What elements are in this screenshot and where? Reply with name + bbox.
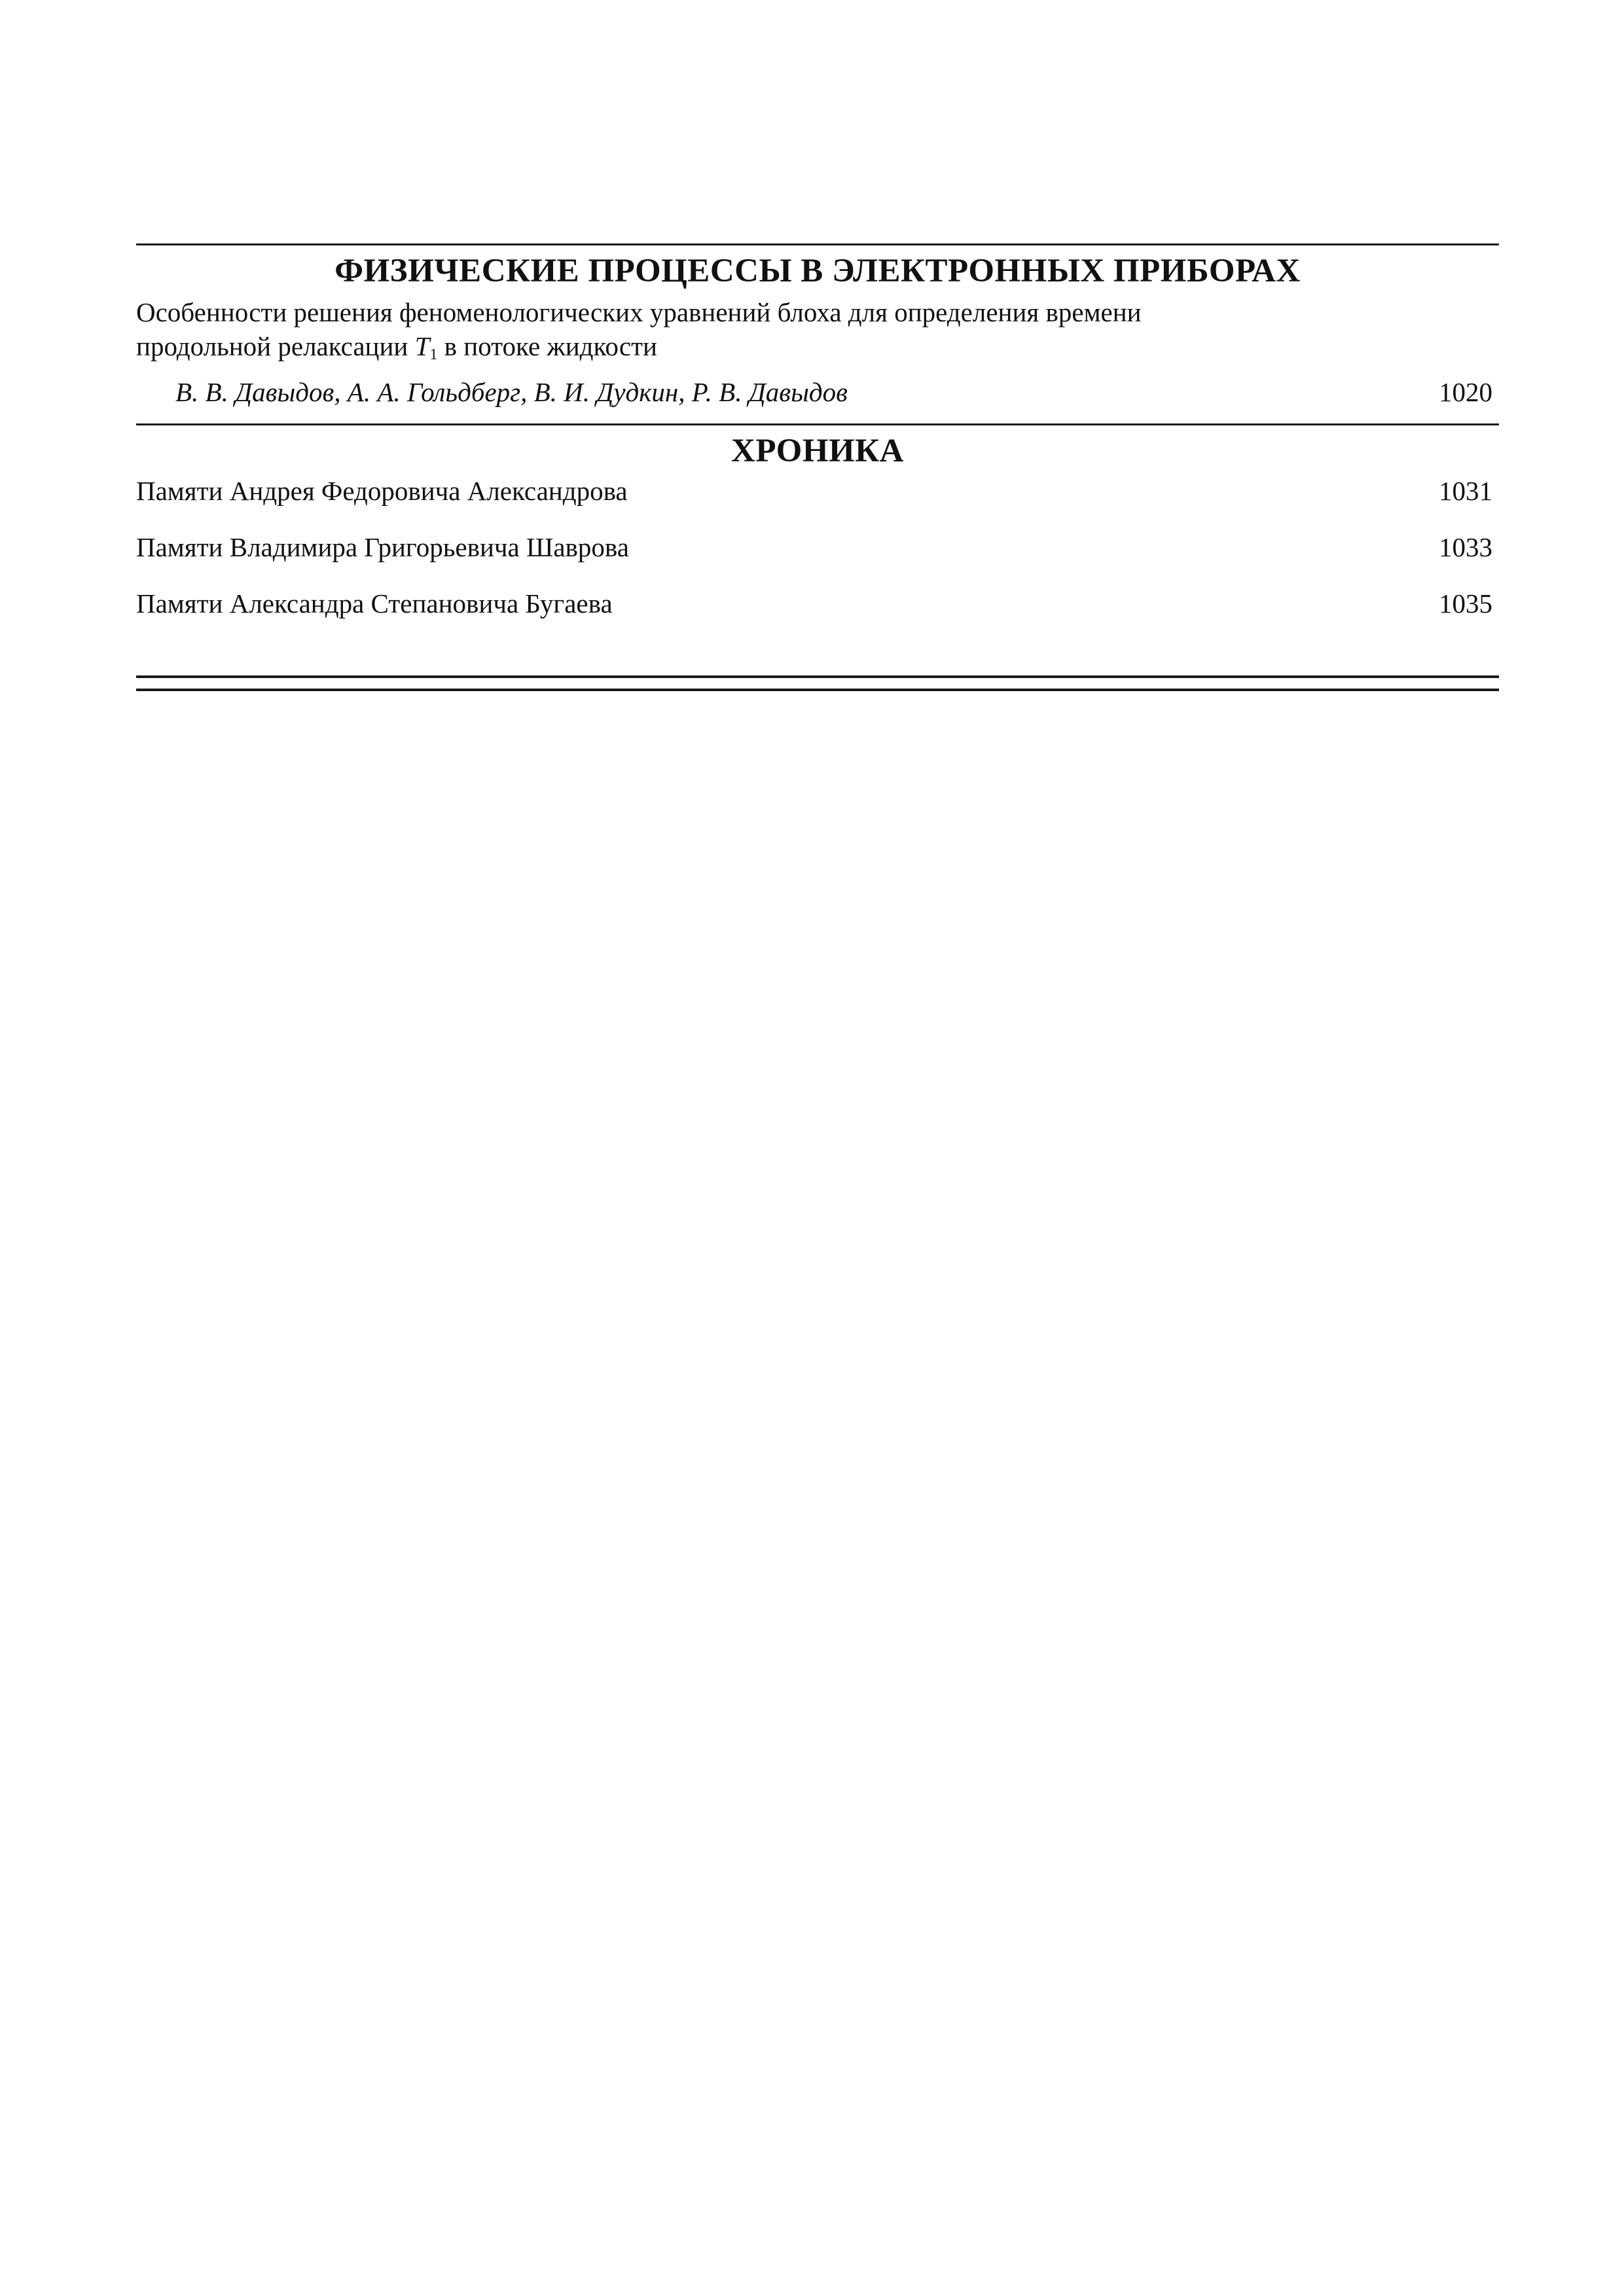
entry-title-text: продольной релаксации (136, 331, 415, 361)
toc-entry (136, 474, 1499, 508)
page-number: 1020 (1439, 377, 1492, 407)
symbol-subscript: 1 (429, 346, 438, 363)
entry-title-line (136, 329, 1499, 363)
toc-entry (136, 530, 1499, 564)
entry-title-text: в потоке жидкости (437, 331, 657, 361)
table-of-contents (136, 243, 1499, 620)
end-rule-top (136, 675, 1499, 678)
section-divider (136, 243, 1499, 245)
entry-title: Памяти Владимира Григорьевича Шаврова (136, 532, 629, 562)
entry-authors: В. В. Давыдов, А. А. Гольдберг, В. И. Дудкин, Р. В. Давыдов (175, 377, 848, 407)
toc-entry (136, 295, 1499, 409)
section-title: ХРОНИКА (731, 433, 904, 469)
entry-title-line: Особенности решения феноменологических уравнений блоха для определения времени (136, 297, 1142, 327)
end-rule-bottom (136, 689, 1499, 691)
symbol-t: T (414, 331, 430, 361)
entry-title: Памяти Александра Степановича Бугаева (136, 588, 613, 619)
toc-entry (136, 586, 1499, 620)
page-number: 1035 (1439, 588, 1492, 619)
entry-title (136, 295, 1499, 363)
page-number: 1031 (1439, 476, 1492, 506)
entry-authors-row (136, 375, 1499, 409)
page-number: 1033 (1439, 532, 1492, 562)
section-divider (136, 423, 1499, 425)
section-title: ФИЗИЧЕСКИЕ ПРОЦЕССЫ В ЭЛЕКТРОННЫХ ПРИБОРАХ (334, 253, 1301, 289)
entry-title: Памяти Андрея Федоровича Александрова (136, 476, 628, 506)
end-double-rule (136, 675, 1499, 691)
